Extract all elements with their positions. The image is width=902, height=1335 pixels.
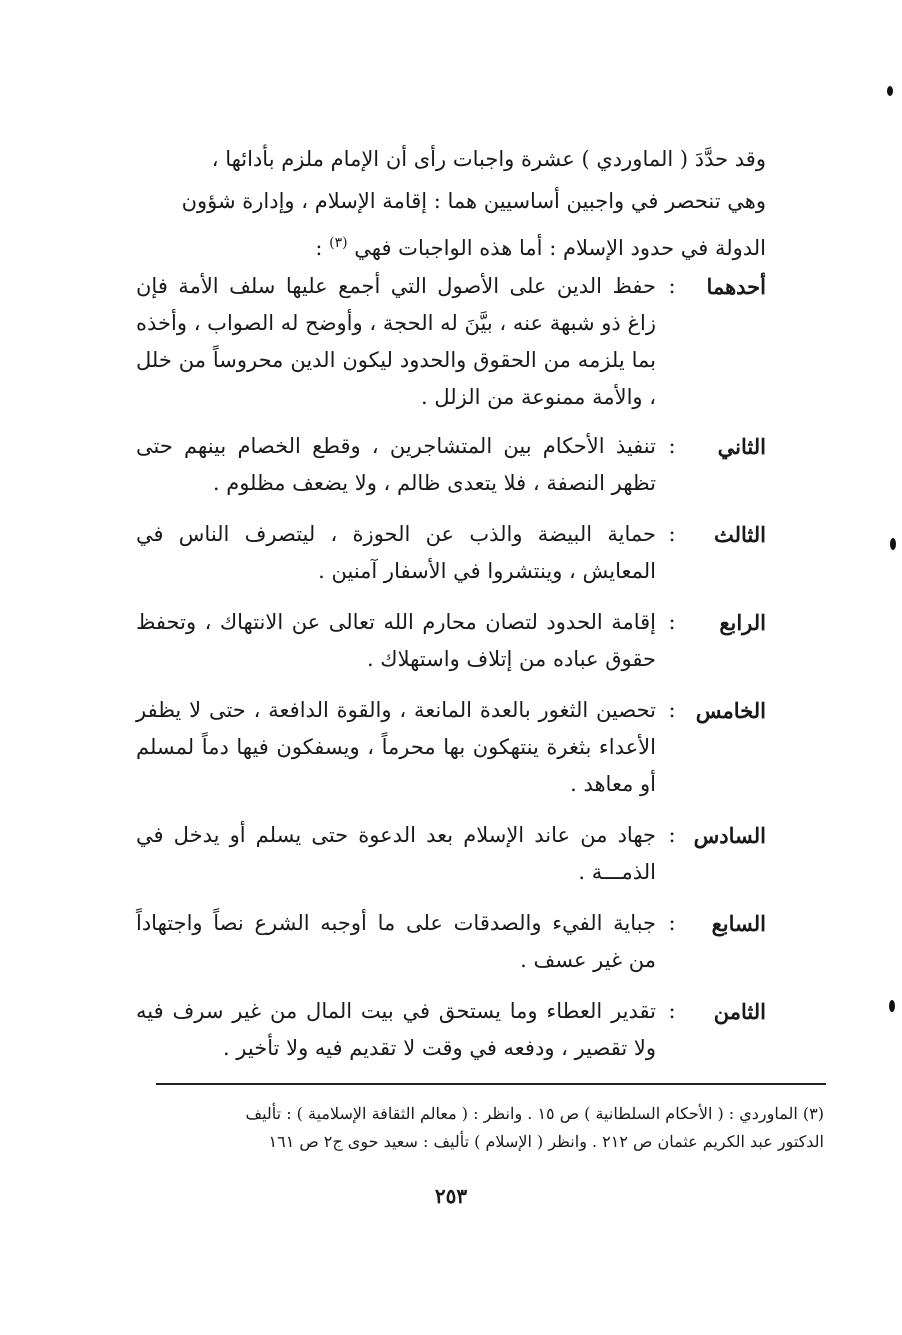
footnote [152, 1100, 824, 1156]
duty-text: تقدير العطاء وما يستحق في بيت المال من غير سرف فيه ولا تقصير ، ودفعه في وقت لا تقديم فيه ولا تأخير . [136, 999, 656, 1060]
duty-item-5 [136, 692, 766, 803]
duty-item-3 [136, 516, 766, 590]
duty-label: الثالث [714, 522, 766, 547]
duty-label: الثامن [713, 999, 766, 1024]
duty-text: جباية الفيء والصدقات على ما أوجبه الشرع نصاً واجتهاداً من غير عسف . [136, 911, 656, 972]
duty-text: حماية البيضة والذب عن الحوزة ، ليتصرف الناس في المعايش ، وينتشروا في الأسفار آمنين . [136, 522, 656, 583]
intro-paragraph [136, 138, 766, 269]
duty-separator: : [668, 434, 676, 458]
intro-line-3-end: : [315, 236, 323, 260]
duty-separator: : [668, 823, 676, 847]
duties-list [136, 268, 766, 1067]
duty-item-1 [136, 268, 766, 416]
duty-label: الثاني [717, 434, 766, 459]
duty-separator: : [668, 610, 676, 634]
intro-line-3 [136, 222, 766, 269]
duty-separator: : [668, 274, 676, 298]
intro-line-2: وهي تنحصر في واجبين أساسيين هما : إقامة الإسلام ، وإدارة شؤون [181, 189, 766, 213]
footnote-line-1: (٣) الماوردي : ( الأحكام السلطانية ) ص ١٥ . وانظر : ( معالم الثقافة الإسلامية ) : تأليف [245, 1104, 824, 1123]
duty-item-2 [136, 428, 766, 502]
duty-item-8 [136, 993, 766, 1067]
page-number: ٢٥٣ [434, 1184, 468, 1208]
duty-label: الخامس [695, 698, 766, 723]
duty-separator: : [668, 911, 676, 935]
duty-item-6 [136, 817, 766, 891]
punch-mark [889, 1000, 895, 1012]
duty-text: إقامة الحدود لتصان محارم الله تعالى عن الانتهاك ، وتحفظ حقوق عباده من إتلاف واستهلاك . [136, 610, 656, 671]
footnote-line-2: الدكتور عبد الكريم عثمان ص ٢١٢ . وانظر ( الإسلام ) تأليف : سعيد حوى ج٢ ص ١٦١ [268, 1132, 824, 1151]
intro-line-1: وقد حدَّدَ ( الماوردي ) عشرة واجبات رأى أن الإمام ملزم بأدائها ، [211, 147, 766, 171]
duty-item-4 [136, 604, 766, 678]
duty-label: أحدهما [706, 274, 766, 299]
duty-item-7 [136, 905, 766, 979]
duty-separator: : [668, 522, 676, 546]
footnote-reference: (٣) [329, 235, 348, 251]
duty-separator: : [668, 999, 676, 1023]
duty-text: تنفيذ الأحكام بين المتشاجرين ، وقطع الخصام بينهم حتى تظهر النصفة ، فلا يتعدى ظالم ، ولا يضعف مظلوم . [136, 434, 656, 495]
punch-mark [890, 538, 896, 550]
footnote-divider [156, 1083, 826, 1085]
intro-line-3-text: الدولة في حدود الإسلام : أما هذه الواجبات فهي [354, 236, 766, 260]
duty-label: السابع [711, 911, 766, 936]
duty-text: حفظ الدين على الأصول التي أجمع عليها سلف الأمة فإن زاغ ذو شبهة عنه ، بيَّنَ له الحجة ، وأوضح له الصواب ، وأخذه بما يلزمه من الحقوق والحدود ليكون الدين محروساً من خلل ، والأمة ممنوعة من الزلل . [136, 274, 656, 409]
duty-separator: : [668, 698, 676, 722]
duty-text: تحصين الثغور بالعدة المانعة ، والقوة الدافعة ، حتى لا يظفر الأعداء بثغرة ينتهكون بها محرماً ، ويسفكون فيها دماً لمسلم أو معاهد . [136, 698, 656, 796]
punch-mark [887, 86, 893, 96]
duty-label: الرابع [719, 610, 766, 635]
duty-text: جهاد من عاند الإسلام بعد الدعوة حتى يسلم أو يدخل في الذمـــة . [136, 823, 656, 884]
duty-label: السادس [693, 823, 766, 848]
